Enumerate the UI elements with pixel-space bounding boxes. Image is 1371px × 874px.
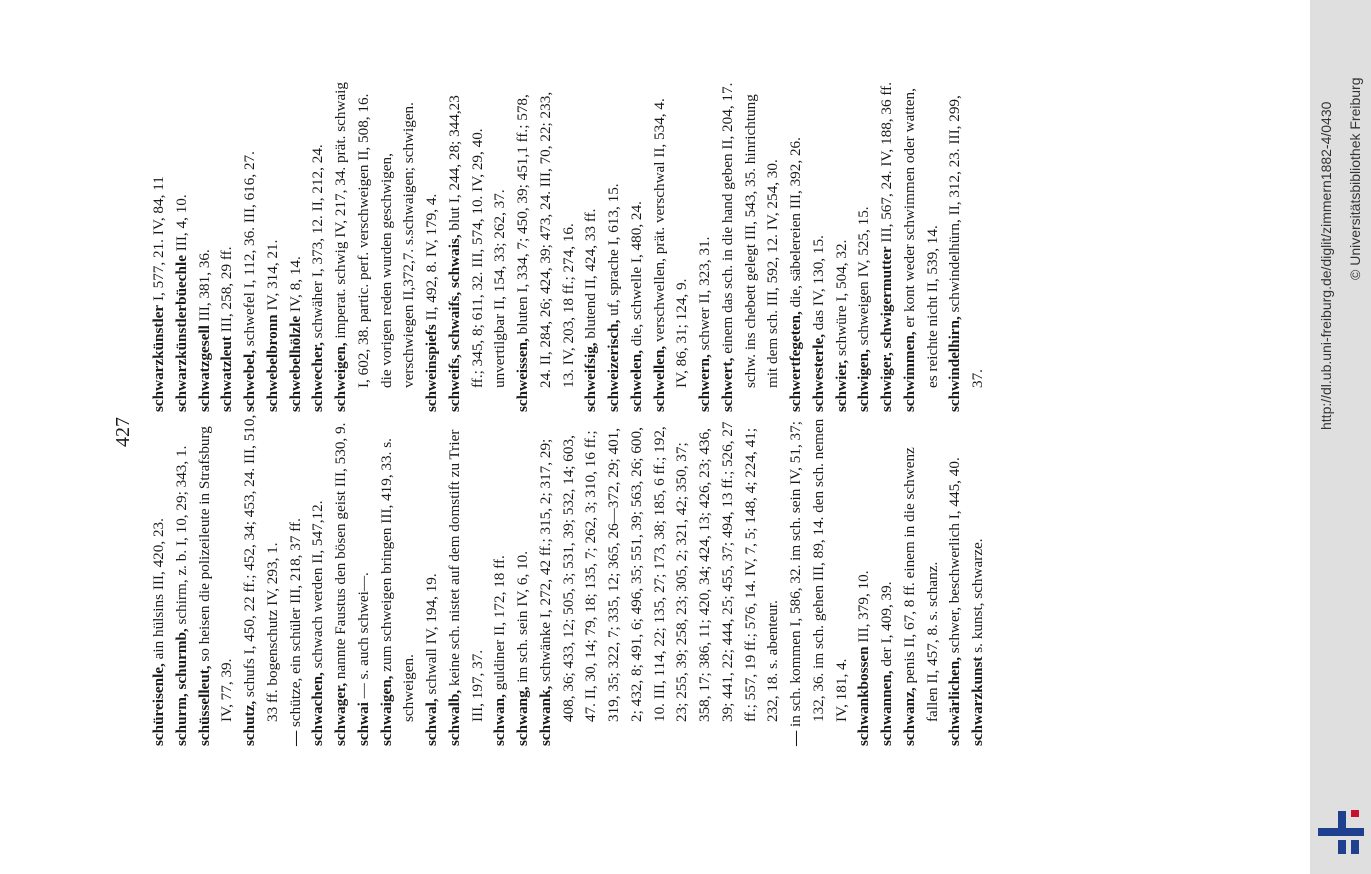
index-entry <box>421 414 444 746</box>
index-column-right <box>148 78 990 412</box>
entry-references: schweigen IV, 525, 15. <box>855 206 873 350</box>
entry-headword: schweifsig, <box>582 342 600 412</box>
index-entry <box>171 78 194 412</box>
index-entry <box>717 78 785 412</box>
index-entry <box>489 414 512 746</box>
index-entry <box>944 414 967 746</box>
entry-headword: schweigen, <box>332 342 349 412</box>
entry-headword: schwachen, <box>309 672 327 746</box>
entry-references: III, 379, 10. <box>855 570 873 647</box>
entry-references: in sch. kommen I, 586, 32. im sch. sein IV, 51, 37; 132, 36. im sch. gehen III, 89, 14. den sch. nemen IV, 181, 4. <box>787 418 850 731</box>
entry-headword: schüsselleut, <box>195 665 213 746</box>
index-entry <box>239 78 262 412</box>
entry-headword: schwärlichen, <box>946 656 964 746</box>
entry-references: — s. auch schwei—. <box>354 572 372 703</box>
index-entry <box>444 78 512 412</box>
source-url-link[interactable]: http://dl.ub.uni-freiburg.de/diglit/zimmern1882-4/0430 <box>1318 101 1334 430</box>
entry-headword: schwan, <box>491 694 509 746</box>
entry-references: III, 4, 10. <box>172 194 190 256</box>
index-entry <box>603 78 626 412</box>
entry-references: III, 381, 36. <box>195 249 213 326</box>
entry-headword: schurm, schurmb, <box>172 628 190 746</box>
entry-references: schwach werden II, 547,12. <box>309 500 327 673</box>
index-entry <box>853 78 876 412</box>
index-entry <box>262 78 285 412</box>
entry-references: schwindelhürn, II, 312, 23. III, 299, 37. <box>946 95 986 388</box>
entry-references: schwer, beschwerlich I, 445, 40. <box>946 457 964 657</box>
entry-references: schwer II, 323, 31. <box>696 236 713 355</box>
entry-references: zum schweigen bringen III, 419, 33. s. schweigen. <box>377 438 418 722</box>
index-entry <box>216 78 239 412</box>
entry-references: schufs I, 450, 22 ff.; 452, 34; 453, 24. III, 510, 33 ff. bogenschutz IV, 293, 1. <box>241 414 281 722</box>
entry-references: keine sch. nistet auf dem domstift zu Trier III, 197, 37. <box>445 429 486 722</box>
index-entry <box>171 414 194 746</box>
entry-references: III, 567, 24. IV, 188, 36 ff. <box>878 81 895 247</box>
entry-headword: schwelen, <box>627 349 645 412</box>
index-entry <box>853 414 876 746</box>
entry-references: verschwellen, prät. verschwal II, 534, 4. IV, 86, 31; 124, 9. <box>650 98 691 388</box>
entry-headword: schwindelhirn, <box>946 316 964 412</box>
entry-headword: schwern, <box>696 354 713 412</box>
index-entry <box>421 78 444 412</box>
entry-references: imperat. schwig IV, 217, 34. prät. schwaig I, 602, 38. partic. perf. verschweigen II, 508, 16. die vorigen reden wurden geschwigen, verschwiegen II,372,7. s.schwaigen; schwigen. <box>332 82 418 388</box>
index-entry <box>444 414 490 746</box>
index-entry <box>330 78 421 412</box>
entry-headword: schwebelbronn <box>263 314 281 412</box>
entry-headword: schwebelhölzle <box>286 315 304 412</box>
entry-references: schwüre I, 504, 32. <box>832 239 850 360</box>
entry-references: schwäher I, 373, 12. II, 212, 24. <box>309 144 327 343</box>
entry-references: so heisen die polizeileute in Strafsburg IV, 77, 39. <box>195 426 236 722</box>
index-entry <box>876 414 899 746</box>
entry-headword: schwarzkunst <box>969 656 986 746</box>
entry-headword: schüreisenle, <box>150 663 167 746</box>
index-entry <box>148 414 171 746</box>
entry-headword: schweizerisch, <box>605 319 622 412</box>
index-entry <box>876 78 899 412</box>
index-entry <box>785 78 808 412</box>
index-entry <box>148 78 171 412</box>
index-entry <box>307 78 330 412</box>
entry-headword: schwal, <box>423 698 440 746</box>
entry-references: IV, 8, 14. <box>286 256 304 316</box>
index-entry <box>535 414 785 746</box>
entry-references: im sch. sein IV, 6, 10. <box>514 550 531 687</box>
index-entry <box>330 414 353 746</box>
entry-references: schwall IV, 194, 19. <box>423 573 440 699</box>
entry-references: schwefel I, 112, 36. III, 616, 27. <box>241 151 258 350</box>
entry-headword: schwank, <box>536 685 554 746</box>
index-entry <box>285 78 308 412</box>
entry-references: ain hülsins III, 420, 23. <box>150 518 167 664</box>
entry-headword: schwertfegeten, <box>787 311 804 412</box>
index-entry <box>376 414 422 746</box>
entry-headword: schwaigen, <box>377 675 395 746</box>
entry-headword: schwankbossen <box>855 646 873 746</box>
index-entry <box>307 414 330 746</box>
entry-references: uf, sprache I, 613, 15. <box>605 183 622 320</box>
entry-references: schwänke I, 272, 42 ff.; 315, 2; 317, 29; 408, 36; 433, 12; 505, 3; 531, 39; 532, 14; 603, 47. II, 30, 14; 79, 18; 135, 7; 262, 3; 310, 16 ff.; 319, 35; 322, 7; 335, 12; 365, 26—372, 29; 401, 2; 432, 8; 491, 6; 496, 35; 551, 39; 563, 26; 600, 10. III, 114, 22; 135, 27; 173, 38; 185, 6 ff.; 192, 23; 255, 39; 258, 23; 305, 2; 321, 42; 350, 37; 358, 17; 386, 11; 420, 34; 424, 13; 426, 23; 436, 39; 441, 22; 444, 25; 455, 37; 494, 13 ff.; 526, 27 ff.; 557, 19 ff.; 576, 14. IV, 7, 5; 148, 4; 224, 41; 232, 18. s. abenteur. <box>536 421 782 722</box>
index-entry <box>649 78 695 412</box>
entry-headword: schwigen, <box>855 349 873 412</box>
index-entry <box>694 78 717 412</box>
index-entry <box>808 78 831 412</box>
index-entry <box>785 414 853 746</box>
entry-headword: schwesterle, <box>809 333 827 412</box>
entry-references: s. kunst, schwarze. <box>969 538 986 657</box>
entry-references: blut I, 244, 28; 344,23 ff.; 345, 8; 611, 32. III, 574, 10. IV, 29, 40. unvertilgbar II, 154, 33; 262, 37. <box>445 95 509 388</box>
entry-references: I, 577, 21. IV, 84, 11 <box>150 176 167 305</box>
entry-references: die, säbelereien III, 392, 26. <box>787 137 804 312</box>
index-entry <box>512 414 535 746</box>
entry-headword: schutz, <box>241 700 258 746</box>
entry-headword: schwang, <box>514 686 531 746</box>
entry-headword: schwai <box>354 702 372 746</box>
index-entry <box>967 414 990 746</box>
index-entry <box>194 78 217 412</box>
entry-references: bluten I, 334, 7; 450, 39; 451,1 ff.; 578, 24. II, 284, 26; 424, 39; 473, 24. III, 70, 22; 233, 13. IV, 203, 18 ff.; 274, 16. <box>514 91 577 388</box>
index-entry <box>626 78 649 412</box>
index-entry <box>580 78 603 412</box>
entry-references: IV, 314, 21. <box>263 239 281 315</box>
entry-headword: schweifs, schwaifs, schwais, <box>445 234 463 412</box>
logo-shape <box>1318 810 1364 854</box>
entry-headword: schweinspiefs <box>423 324 440 412</box>
page-number: 427 <box>112 417 134 447</box>
entry-headword: — <box>286 730 304 746</box>
entry-headword: schwanz, <box>900 687 918 746</box>
entry-headword: schwiger, schwigermutter <box>878 246 895 412</box>
entry-references: III, 258, 29 ff. <box>218 246 236 337</box>
entry-headword: schwarzkünstlerbüechle <box>172 255 190 412</box>
entry-headword: schwimmen, <box>900 331 918 412</box>
index-column-left <box>148 414 990 746</box>
index-entry <box>239 414 285 746</box>
entry-headword: schwarzkünstler <box>150 304 167 412</box>
index-entry <box>831 78 854 412</box>
entry-headword: schwatzgesell <box>195 325 213 412</box>
entry-headword: schwellen, <box>650 345 668 412</box>
entry-references: penis II, 67, 8 ff. einem in die schwenz fallen II, 457, 8. s. schanz. <box>900 447 941 722</box>
index-entry <box>944 78 990 412</box>
entry-references: guldiner II, 172, 18 ff. <box>491 555 509 695</box>
entry-references: der I, 409, 39. <box>878 581 895 671</box>
entry-references: er kont weder schwimmen oder watten, es reichte nicht II, 539, 14. <box>900 88 941 388</box>
entry-references: blutend II, 424, 33 ff. <box>582 208 600 343</box>
index-entry <box>899 414 945 746</box>
entry-headword: schwecher, <box>309 342 327 412</box>
entry-headword: schwannen, <box>878 670 895 746</box>
index-entry <box>194 414 240 746</box>
index-entry <box>353 414 376 746</box>
entry-references: nannte Faustus den bösen geist III, 530, 9. <box>332 422 349 683</box>
entry-references: einem das sch. in die hand geben II, 204, 17. schw. ins chebett gelegt III, 543, 35. hinrichtung mit dem sch. III, 592, 12. IV, 254, 30. <box>718 82 782 388</box>
copyright-notice: © Universitätsbibliothek Freiburg <box>1347 77 1363 280</box>
entry-headword: schweissen, <box>514 338 531 412</box>
entry-references: die, schwelle I, 480, 24. <box>627 201 645 350</box>
index-entry <box>285 414 308 746</box>
entry-references: schütze, ein schüler III, 218, 37 ff. <box>286 518 304 731</box>
entry-headword: schwier, <box>832 359 850 412</box>
entry-headword: schwebel, <box>241 349 258 412</box>
ub-freiburg-logo-icon <box>1318 808 1366 858</box>
entry-references: das IV, 130, 15. <box>809 235 827 334</box>
entry-references: II, 492, 8. IV, 179, 4. <box>423 193 440 325</box>
entry-headword: schwert, <box>718 357 736 412</box>
entry-references: schirm, z. b. I, 10, 29; 343, 1. <box>172 445 190 629</box>
index-entry <box>512 78 580 412</box>
index-entry <box>899 78 945 412</box>
entry-headword: schwager, <box>332 682 349 746</box>
entry-headword: — <box>787 730 804 746</box>
entry-headword: schwatzleut <box>218 336 236 412</box>
entry-headword: schwalb, <box>445 689 463 746</box>
